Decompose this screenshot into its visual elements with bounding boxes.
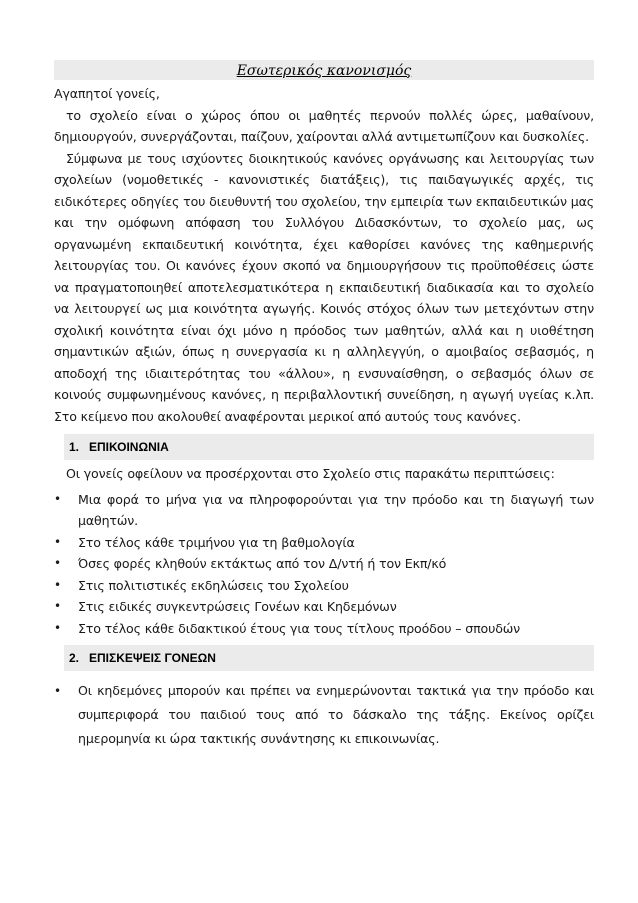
bullet-icon: • xyxy=(54,577,61,592)
list-item xyxy=(54,532,594,554)
document-title: Εσωτερικός κανονισμός xyxy=(236,63,412,79)
list-item xyxy=(54,618,594,640)
section-number: 2. xyxy=(69,651,80,665)
bullet-icon: • xyxy=(54,599,61,613)
list-item-text: Στις πολιτιστικές εκδηλώσεις του Σχολείου xyxy=(78,577,349,593)
section-title: ΕΠΙΣΚΕΨΕΙΣ ΓΟΝΕΩΝ xyxy=(89,651,216,665)
section-heading-communication xyxy=(64,434,594,460)
list-item xyxy=(54,553,594,575)
section-intro: Οι γονείς οφείλουν να προσέρχονται στο Σχολείο στις παρακάτω περιπτώσεις: xyxy=(66,466,555,481)
list-item-text: Οι κηδεμόνες μπορούν και πρέπει να ενημερώνονται τακτικά για την πρόοδο και συμπεριφορά του παιδιού τους από το δάσκαλο της τάξης. Εκείνος ορίζει ημερομηνία κι ώρα τακτικής συνάντησης κι επικοινωνίας. xyxy=(78,683,594,746)
title-bar xyxy=(54,60,594,80)
bullet-icon: • xyxy=(54,620,61,635)
communication-list xyxy=(54,489,594,640)
list-item-text: Στο τέλος κάθε τριμήνου για τη βαθμολογία xyxy=(78,534,355,550)
list-item xyxy=(54,489,594,532)
rules-paragraph: Σύμφωνα με τους ισχύοντες διοικητικούς κανόνες οργάνωσης και λειτουργίας των σχολείων (νομοθετικές - κανονιστικές διατάξεις), τις παιδαγωγικές αρχές, τις ειδικότερες οδηγίες του διευθυντή του σχολείου, την εμπειρία των εκπαιδευτικών μας και την ομόφωνη απόφαση του Συλλόγου Διδασκόντων, το σχολείο μας, ως οργανωμένη εκπαιδευτική κοινότητα, έχει καθορίσει κανόνες της καθημερινής λειτουργίας του. Οι κανόνες έχουν σκοπό να δημιουργήσουν τις προϋποθέσεις ώστε να πραγματοποιηθεί αποτελεσματικότερα η εκπαιδευτική διαδικασία και το σχολείο να λειτουργεί ως μια κοινότητα αγωγής. Κοινός στόχος όλων των μετεχόντων στην σχολική κοινότητα είναι όχι μόνο η πρόοδος των μαθητών, αλλά και η υιοθέτηση σημαντικών αξιών, όπως η συνεργασία κι η αλληλεγγύη, ο αμοιβαίος σεβασμός, η αποδοχή της ιδιαιτερότητας του «άλλου», η ενσυναίσθηση, ο σεβασμός όλων σε κοινούς συμφωνημένους κανόνες, η περιβαλλοντική συνείδηση, η αγωγή υγείας κ.λπ. Στο κείμενο που ακολουθεί αναφέρονται μερικοί από αυτούς τους κανόνες. xyxy=(54,150,594,424)
parent-visits-list xyxy=(54,679,594,751)
section-title: ΕΠΙΚΟΙΝΩΝΙΑ xyxy=(89,440,169,454)
list-item-text: Στις ειδικές συγκεντρώσεις Γονέων και Κηδεμόνων xyxy=(78,599,397,614)
bullet-icon: • xyxy=(54,556,61,570)
list-item xyxy=(54,596,594,618)
greeting: Αγαπητοί γονείς, xyxy=(54,86,160,101)
list-item-text: Όσες φορές κληθούν εκτάκτως από τον Δ/ντή ή τον Εκπ/κό xyxy=(78,556,447,571)
document-page xyxy=(54,60,594,751)
list-item xyxy=(54,679,594,751)
section-heading-parent-visits xyxy=(64,645,594,671)
intro-paragraph: το σχολείο είναι ο χώρος όπου οι μαθητές περνούν πολλές ώρες, μαθαίνουν, δημιουργούν, συνεργάζονται, παίζουν, χαίρονται αλλά αντιμετωπίζουν και δυσκολίες. xyxy=(54,107,594,144)
bullet-icon: • xyxy=(54,684,61,698)
bullet-icon: • xyxy=(54,534,61,549)
list-item xyxy=(54,575,594,597)
list-item-text: Στο τέλος κάθε διδακτικού έτους για τους τίτλους προόδου – σπουδών xyxy=(78,620,521,636)
section-number: 1. xyxy=(69,440,80,454)
bullet-icon: • xyxy=(54,491,61,506)
list-item-text: Μια φορά το μήνα για να πληροφορούνται για την πρόοδο και τη διαγωγή των μαθητών. xyxy=(78,491,594,528)
